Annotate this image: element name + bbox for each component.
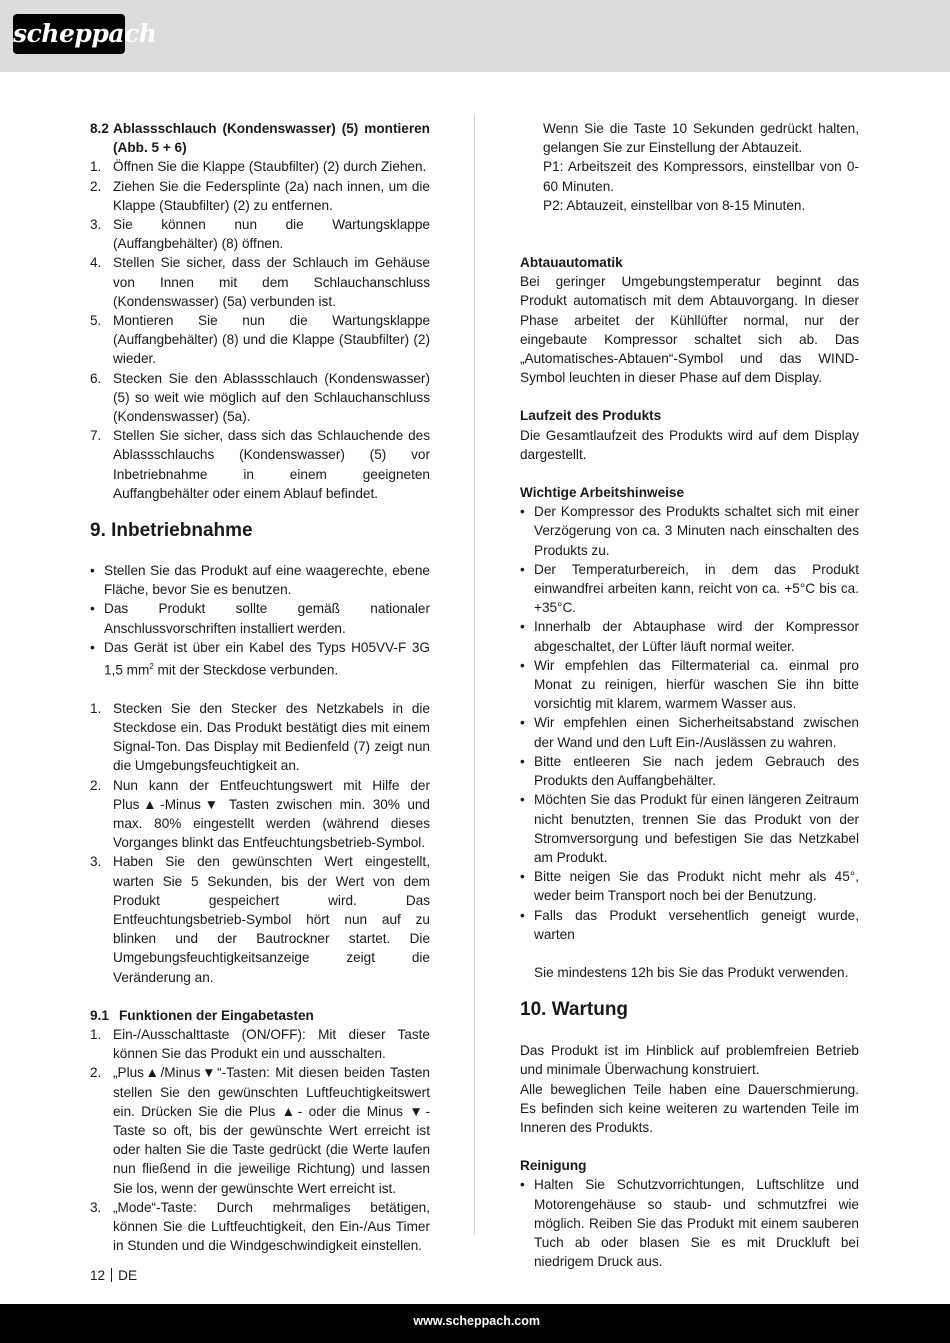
reinigung-list	[520, 1175, 859, 1271]
list-item: • Wir empfehlen einen Sicherheitsabstand zwischen der Wand und den Luft Ein-/Auslässen zu wahren.	[520, 715, 859, 750]
list-item: • Bitte entleeren Sie nach jedem Gebrauch des Produkts den Auffangbehälter.	[520, 753, 859, 789]
list-item: • Möchten Sie das Produkt für einen längeren Zeitraum nicht benutzten, trennen Sie das Produkt von der Stromversorgung und befestigen Sie das Netzkabel am Produkt.	[520, 792, 859, 865]
laufzeit-text: Die Gesamtlaufzeit des Produkts wird auf dem Display dargestellt.	[520, 427, 859, 462]
list-item: 3. Sie können nun die Wartungsklappe (Auffangbehälter) (8) öffnen.	[90, 217, 430, 252]
list-item: 1. Öffnen Sie die Klappe (Staubfilter) (2) durch Ziehen.	[90, 159, 427, 175]
section-9-steps	[90, 699, 430, 987]
continuation-text: P1: Arbeitszeit des Kompressors, einstellbar von 0-60 Minuten.	[543, 159, 859, 194]
list-item: • Der Kompressor des Produkts schaltet sich mit einer Verzögerung von ca. 3 Minuten nach einschalten des Produkts zu.	[520, 504, 859, 558]
list-item: 6. Stecken Sie den Ablassschlauch (Kondenswasser) (5) so weit wie möglich auf den Schlauchanschluss (Kondenswasser) (5a).	[90, 370, 430, 425]
reinigung-heading: Reinigung	[520, 1158, 587, 1174]
abtau-heading: Abtauautomatik	[520, 255, 623, 271]
section-9-1-steps	[90, 1025, 430, 1255]
list-item: • Halten Sie Schutzvorrichtungen, Luftschlitze und Motorengehäuse so staub- und schmutzfrei wie möglich. Reiben Sie das Produkt mit einem sauberen Tuch ab oder blasen Sie es mit Druckluft bei niedrigem Druck aus.	[520, 1177, 859, 1270]
list-item: • Das Produkt sollte gemäß nationaler Anschlussvorschriften installiert werden.	[90, 601, 430, 636]
list-item: 2. „Plus▲/Minus▼“-Tasten: Mit diesen beiden Tasten stellen Sie den gewünschten Luftfeuchtigkeitswert ein. Drücken Sie die Plus ▲- oder die Minus ▼-Taste so oft, bis der gewünschte Wert erreicht ist oder halten Sie die Taste gedrückt (die Werte laufen nun fließend in die jeweilige Richtung) und lassen Sie los, wenn der gewünschte Wert erreicht ist.	[90, 1065, 430, 1196]
footer-bar	[0, 1304, 950, 1343]
section-10-heading: 10. Wartung	[520, 999, 629, 1021]
list-item: 5. Montieren Sie nun die Wartungsklappe (Auffangbehälter) (8) und die Klappe (Staubfilter) (2) wieder.	[90, 313, 430, 367]
hinweise-heading: Wichtige Arbeitshinweise	[520, 485, 685, 501]
right-column	[520, 119, 859, 1271]
list-item: 2. Nun kann der Entfeuchtungswert mit Hilfe der Plus▲-Minus▼ Tasten zwischen min. 30% und max. 80% eingestellt werden (während dieses Vorganges blinkt das Entfeuchtungsbetrieb-Symbol.	[90, 777, 430, 851]
header-band	[0, 0, 950, 72]
hinweise-continuation: Sie mindestens 12h bis Sie das Produkt verwenden.	[534, 964, 849, 980]
list-item: • Falls das Produkt versehentlich geneigt wurde, warten	[520, 907, 859, 942]
section-10-text: Alle beweglichen Teile haben eine Dauerschmierung. Es befinden sich keine weiteren zu wartenden Teile im Inneren des Produkts.	[520, 1081, 859, 1135]
section-9-bullets	[90, 561, 430, 680]
column-divider	[474, 115, 475, 1235]
list-item: 1. Ein-/Ausschalttaste (ON/OFF): Mit dieser Taste können Sie das Produkt ein und ausschalten.	[90, 1027, 430, 1062]
section-8-2-heading: 8.2 Ablassschlauch (Kondenswasser) (5) montieren (Abb. 5 + 6)	[90, 121, 430, 156]
left-column	[90, 119, 430, 1256]
list-item: 1. Stecken Sie den Stecker des Netzkabels in die Steckdose ein. Das Produkt bestätigt dies mit einem Signal-Ton. Das Display mit Bedienfeld (7) zeigt nun die Umgebungsfeuchtigkeit an.	[90, 700, 430, 774]
section-8-2-steps	[90, 157, 430, 503]
laufzeit-heading: Laufzeit des Produkts	[520, 408, 662, 424]
abtau-text: Bei geringer Umgebungstemperatur beginnt das Produkt automatisch mit dem Abtauvorgang. In dieser Phase arbeitet der Kühllüfter normal, nur der eingebaute Kompressor schaltet sich ab. Das „Automatisches-Abtauen“-Symbol und das WIND-Symbol leuchten in dieser Phase auf dem Display.	[520, 274, 859, 386]
section-9-1-heading: 9.1 Funktionen der Eingabetasten	[90, 1007, 314, 1023]
list-item: • Wir empfehlen das Filtermaterial ca. einmal pro Monat zu reinigen, hierfür waschen Sie ihn bitte vorsichtig mit klarem, warmem Wasser aus.	[520, 657, 859, 712]
brand-logo: scheppach	[13, 14, 125, 54]
list-item: • Stellen Sie das Produkt auf eine waagerechte, ebene Fläche, bevor Sie es benutzen.	[90, 563, 430, 598]
list-item: 3. Haben Sie den gewünschten Wert eingestellt, warten Sie 5 Sekunden, bis der Wert von dem Produkt gespeichert wird. Das Entfeuchtungsbetrieb-Symbol hört nun auf zu blinken und der Bautrockner startet. Die Umgebungsfeuchtigkeitsanzeige zeigt die Veränderung an.	[90, 854, 430, 985]
footer-url: www.scheppach.com	[413, 1314, 540, 1328]
continuation-text: Wenn Sie die Taste 10 Sekunden gedrückt halten, gelangen Sie zur Einstellung der Abtauzeit.	[543, 121, 859, 156]
list-item: • Innerhalb der Abtauphase wird der Kompressor abgeschaltet, der Lüfter läuft normal weiter.	[520, 619, 859, 654]
list-item: • Der Temperaturbereich, in dem das Produkt einwandfrei arbeiten kann, reicht von ca. +5°C bis ca. +35°C.	[520, 561, 859, 616]
list-item: 2. Ziehen Sie die Federsplinte (2a) nach innen, um die Klappe (Staubfilter) (2) zu entfernen.	[90, 178, 430, 213]
list-item: • Bitte neigen Sie das Produkt nicht mehr als 45°, weder beim Transport noch bei der Benutzung.	[520, 869, 859, 904]
list-item: • Das Gerät ist über ein Kabel des Typs H05VV-F 3G 1,5 $mm^2$ mit der Steckdose verbunden.	[90, 639, 430, 678]
section-10-text: Das Produkt ist im Hinblick auf problemfreien Betrieb und minimale Überwachung konstruiert.	[520, 1043, 859, 1078]
section-9-heading: 9. Inbetriebnahme	[90, 520, 253, 542]
page-number: 12 DE	[90, 1268, 138, 1283]
hinweise-list	[520, 502, 859, 944]
page-separator	[111, 1268, 112, 1282]
list-item: 7. Stellen Sie sicher, dass sich das Schlauchende des Ablassschlauchs (Kondenswasser) (5) vor Inbetriebnahme in einem geeigneten Auffangbehälter oder einem Ablauf befindet.	[90, 428, 430, 501]
list-item: 4. Stellen Sie sicher, dass der Schlauch im Gehäuse von Innen mit dem Schlauchanschluss (Kondenswasser) (5a) verbunden ist.	[90, 255, 430, 309]
list-item: 3. „Mode“-Taste: Durch mehrmaliges betätigen, können Sie die Luftfeuchtigkeit, den Ein-/Aus Timer in Stunden und die Windgeschwindigkeit einstellen.	[90, 1199, 430, 1254]
continuation-text: P2: Abtauzeit, einstellbar von 8-15 Minuten.	[543, 197, 806, 213]
